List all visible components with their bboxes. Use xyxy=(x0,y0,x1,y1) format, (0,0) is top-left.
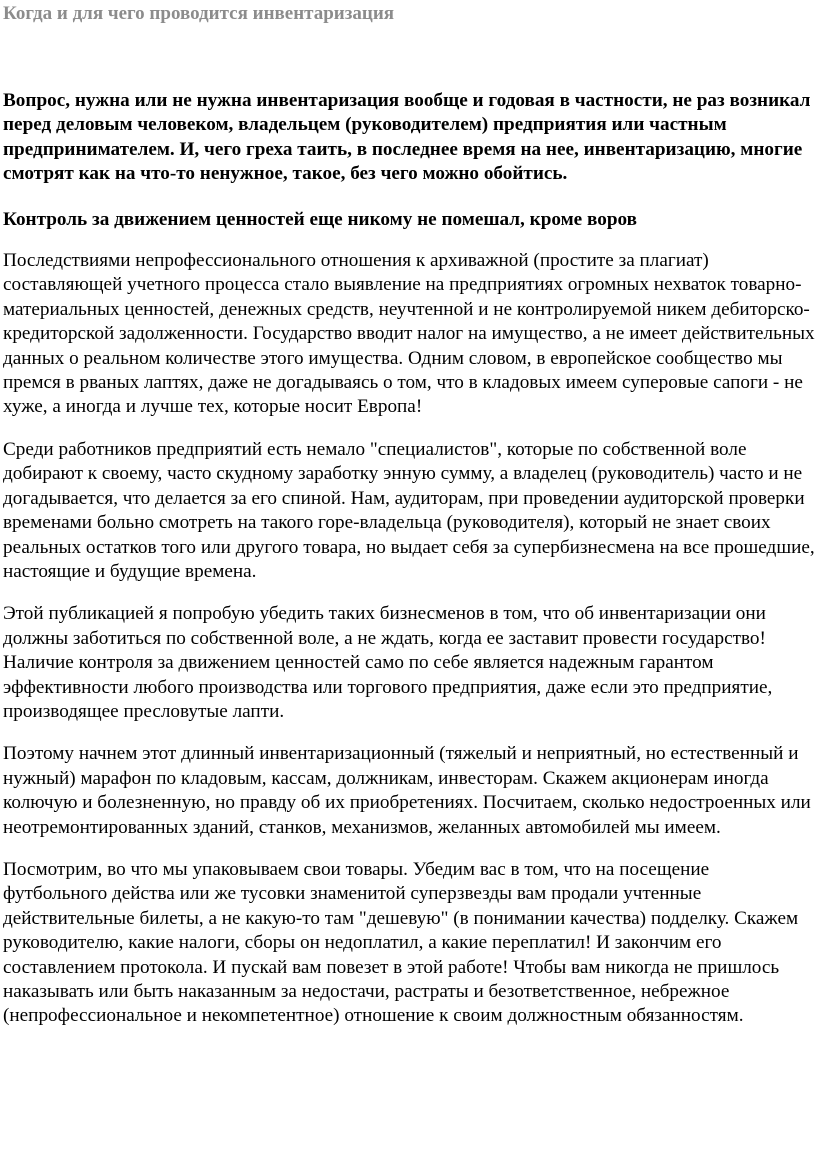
body-paragraph-2: Среди работников предприятий есть немало "специалистов", которые по собственной воле добирают к своему, часто скудному заработку энную сумму, а владелец (руководитель) часто и не догадывается, что делается за его спиной. Нам, аудиторам, при проведении аудиторской проверки временами больно смотреть на такого горе-владельца (руководителя), который не знает своих реальных остатков того или другого товара, но выдает себя за супербизнесмена на все прошедшие, настоящие и будущие времена. xyxy=(3,438,815,582)
intro-paragraph: Вопрос, нужна или не нужна инвентаризация вообще и годовая в частности, не раз возникал перед деловым человеком, владельцем (руководителем) предприятия или частным предпринимателем. И, чего греха таить, в последнее время на нее, инвентаризацию, многие смотрят как на что-то ненужное, такое, без чего можно обойтись. xyxy=(3,90,811,185)
body-paragraph-1: Последствиями непрофессионального отношения к архиважной (простите за плагиат) составляющей учетного процесса стало выявление на предприятиях огромных нехваток товарно-материальных ценностей, денежных средств, неучтенной и не контролируемой никем дебиторско-кредиторской задолженности. Государство вводит налог на имущество, а не имеет действительных данных о реальном количестве этого имущества. Одним словом, в европейское сообщество мы премся в рваных лаптях, даже не догадываясь о том, что в кладовых имеем суперовые сапоги - не хуже, а иногда и лучше тех, которые носит Европа! xyxy=(3,250,815,418)
body-paragraph-4: Поэтому начнем этот длинный инвентаризационный (тяжелый и неприятный, но естественный и нужный) марафон по кладовым, кассам, должникам, инвесторам. Скажем акционерам иногда колючую и болезненную, но правду об их приобретениях. Посчитаем, сколько недостроенных или неотремонтированных зданий, станков, механизмов, желанных автомобилей мы имеем. xyxy=(3,743,811,838)
document-title: Когда и для чего проводится инвентаризация xyxy=(3,3,395,24)
section-heading: Контроль за движением ценностей еще никому не помешал, кроме воров xyxy=(3,208,637,230)
body-paragraph-5: Посмотрим, во что мы упаковываем свои товары. Убедим вас в том, что на посещение футбольного действа или же тусовки знаменитой суперзвезды вам продали учтенные действительные билеты, а не какую-то там "дешевую" (в понимании качества) подделку. Скажем руководителю, какие налоги, сборы он недоплатил, а какие переплатил! И закончим его составлением протокола. И пускай вам повезет в этой работе! Чтобы вам никогда не пришлось наказывать или быть наказанным за недостачи, растраты и безответственное, небрежное (непрофессиональное и некомпетентное) отношение к своим должностным обязанностям. xyxy=(3,858,799,1027)
body-paragraph-3: Этой публикацией я попробую убедить таких бизнесменов в том, что об инвентаризации они должны заботиться по собственной воле, а не ждать, когда ее заставит провести государство! Наличие контроля за движением ценностей само по себе является надежным гарантом эффективности любого производства или торгового предприятия, даже если это предприятие, производящее пресловутые лапти. xyxy=(3,603,773,722)
